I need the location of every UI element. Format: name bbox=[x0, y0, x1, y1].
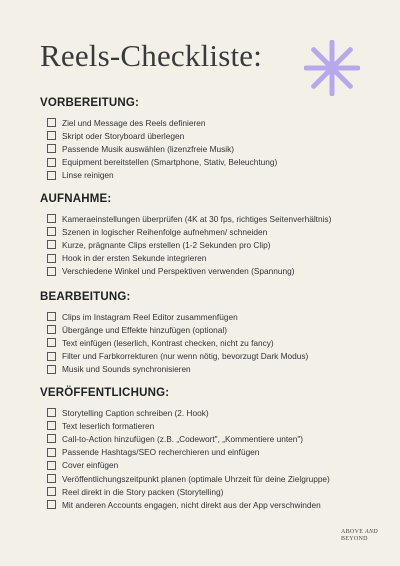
checklist-item-label: Storytelling Caption schreiben (2. Hook) bbox=[62, 407, 209, 418]
checkbox[interactable] bbox=[47, 338, 56, 347]
checklist-item bbox=[47, 265, 380, 278]
checklist-items bbox=[40, 212, 380, 278]
section-heading: VERÖFFENTLICHUNG: bbox=[40, 387, 170, 399]
checkbox[interactable] bbox=[47, 267, 56, 276]
checklist-item bbox=[47, 310, 380, 323]
checklist-item bbox=[47, 459, 380, 472]
checkbox[interactable] bbox=[47, 118, 56, 127]
checklist-item-label: Equipment bereitstellen (Smartphone, Stativ, Beleuchtung) bbox=[62, 157, 278, 168]
checklist-item bbox=[47, 472, 380, 485]
brand-logo bbox=[341, 529, 383, 543]
checkbox[interactable] bbox=[47, 500, 56, 509]
section-veroeffentlichung bbox=[40, 386, 380, 512]
checkbox[interactable] bbox=[47, 227, 56, 236]
checkbox[interactable] bbox=[47, 214, 56, 223]
brand-logo-line2: BEYOND bbox=[341, 536, 368, 542]
checklist-item bbox=[47, 252, 380, 265]
checklist-item-label: Text leserlich formatieren bbox=[62, 420, 155, 431]
checkbox[interactable] bbox=[47, 131, 56, 140]
checklist-item-label: Kameraeinstellungen überprüfen (4K at 30 fps, richtiges Seitenverhältnis) bbox=[62, 213, 332, 224]
checkbox[interactable] bbox=[47, 474, 56, 483]
checklist-item-label: Skript oder Storyboard überlegen bbox=[62, 130, 185, 141]
checklist-item-label: Kurze, prägnante Clips erstellen (1-2 Sekunden pro Clip) bbox=[62, 239, 271, 250]
section-vorbereitung bbox=[40, 96, 380, 182]
checklist-item-label: Text einfügen (leserlich, Kontrast checken, nicht zu fancy) bbox=[62, 337, 274, 348]
checkbox[interactable] bbox=[47, 487, 56, 496]
checklist-item bbox=[47, 169, 380, 182]
checklist-item-label: Hook in der ersten Sekunde integrieren bbox=[62, 253, 207, 264]
checklist-item-label: Passende Hashtags/SEO recherchieren und einfügen bbox=[62, 447, 260, 458]
section-aufnahme bbox=[40, 192, 380, 278]
checklist-item-label: Veröffentlichungszeitpunkt planen (optimale Uhrzeit für deine Zielgruppe) bbox=[62, 473, 330, 484]
checklist-item bbox=[47, 156, 380, 169]
checklist-item-label: Linse reinigen bbox=[62, 170, 114, 181]
checklist-item-label: Szenen in logischer Reihenfolge aufnehmen/ schneiden bbox=[62, 226, 268, 237]
checkbox[interactable] bbox=[47, 240, 56, 249]
checklist-item-label: Übergänge und Effekte hinzufügen (optional) bbox=[62, 324, 227, 335]
checkbox[interactable] bbox=[47, 365, 56, 374]
checklist-item bbox=[47, 406, 380, 419]
checklist-item bbox=[47, 485, 380, 498]
checklist-item bbox=[47, 323, 380, 336]
section-heading: AUFNAHME: bbox=[40, 193, 112, 205]
section-heading: VORBEREITUNG: bbox=[40, 97, 140, 109]
checkbox[interactable] bbox=[47, 325, 56, 334]
checkbox[interactable] bbox=[47, 158, 56, 167]
checklist-item-label: Musik und Sounds synchronisieren bbox=[62, 364, 191, 375]
brand-logo-word: ABOVE bbox=[341, 529, 364, 535]
checkbox[interactable] bbox=[47, 448, 56, 457]
checklist-item-label: Call-to-Action hinzufügen (z.B. „Codewort", „Kommentiere unten") bbox=[62, 433, 304, 444]
checklist-item bbox=[47, 336, 380, 349]
section-heading: BEARBEITUNG: bbox=[40, 291, 131, 303]
checkbox[interactable] bbox=[47, 434, 56, 443]
checklist-item-label: Filter und Farbkorrekturen (nur wenn nötig, bevorzugt Dark Modus) bbox=[62, 351, 309, 362]
checkbox[interactable] bbox=[47, 352, 56, 361]
checkbox[interactable] bbox=[47, 144, 56, 153]
checklist-item bbox=[47, 498, 380, 511]
checklist-item-label: Ziel und Message des Reels definieren bbox=[62, 117, 206, 128]
brand-logo-word: AND bbox=[364, 529, 378, 535]
checklist-item-label: Verschiedene Winkel und Perspektiven verwenden (Spannung) bbox=[62, 266, 295, 277]
checklist-item bbox=[47, 419, 380, 432]
checklist-item bbox=[47, 129, 380, 142]
checklist-item-label: Mit anderen Accounts engagen, nicht direkt aus der App verschwinden bbox=[62, 499, 321, 510]
checklist-item bbox=[47, 238, 380, 251]
checklist-item-label: Reel direkt in die Story packen (Storytelling) bbox=[62, 486, 224, 497]
checklist-items bbox=[40, 116, 380, 182]
checklist-item bbox=[47, 142, 380, 155]
checklist-item bbox=[47, 432, 380, 445]
checklist-item bbox=[47, 116, 380, 129]
checkbox[interactable] bbox=[47, 254, 56, 263]
checklist-items bbox=[40, 310, 380, 376]
section-bearbeitung bbox=[40, 290, 380, 376]
checklist-item bbox=[47, 363, 380, 376]
brand-logo-line1 bbox=[341, 529, 383, 536]
checkbox[interactable] bbox=[47, 421, 56, 430]
checkbox[interactable] bbox=[47, 171, 56, 180]
checklist-item bbox=[47, 446, 380, 459]
checklist-item bbox=[47, 350, 380, 363]
checklist-item-label: Passende Musik auswählen (lizenzfreie Musik) bbox=[62, 143, 235, 154]
page-title: Reels-Checkliste: bbox=[40, 38, 263, 73]
checkbox[interactable] bbox=[47, 461, 56, 470]
checklist-item-label: Cover einfügen bbox=[62, 460, 119, 471]
checklist-items bbox=[40, 406, 380, 512]
checkbox[interactable] bbox=[47, 408, 56, 417]
asterisk-star-icon bbox=[304, 40, 360, 96]
checklist-item bbox=[47, 212, 380, 225]
checkbox[interactable] bbox=[47, 312, 56, 321]
checklist-item-label: Clips im Instagram Reel Editor zusammenfügen bbox=[62, 311, 238, 322]
checklist-item bbox=[47, 225, 380, 238]
